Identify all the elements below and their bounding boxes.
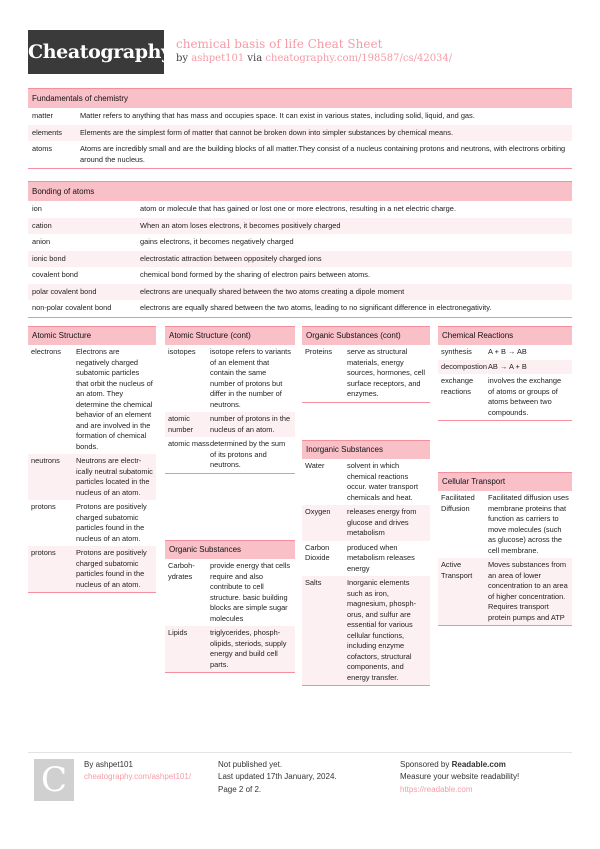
row-key: Facilitated Diffusion [441, 493, 475, 513]
row-key: ion [32, 204, 42, 213]
box-bottom-rule [28, 317, 572, 318]
row-value: Electrons are negatively charged subatomic particles that orbit the nucleus of an atom. They determine the chemical behavior of an element and are involved in the formation of chemical bonds. [76, 347, 153, 451]
row-key: atomic number [168, 414, 194, 434]
page-header [28, 30, 572, 76]
sponsor-url[interactable]: https://readable.com [400, 784, 473, 794]
bonding-title: Bonding of atoms [28, 181, 572, 201]
table-row [302, 345, 430, 402]
footer-sponsor [400, 759, 519, 796]
organic-substances-box [165, 540, 295, 673]
row-value: Elements are the simplest form of matter that cannot be broken down into simpler substances by chemical means. [80, 127, 453, 137]
row-key: Carbohydrates [168, 561, 195, 581]
row-value: electrons are unequally shared between the two atoms creating a dipole moment [140, 286, 405, 296]
atomic-structure-cont-box [165, 326, 295, 474]
table-row [28, 300, 572, 317]
row-value: Matter refers to anything that has mass and occupies space. It can exist in various states, including solid, liquid, and gas. [80, 111, 475, 120]
row-value: electrostatic attraction between oppositely charged ions [140, 253, 322, 263]
row-value: Inorganic elements such as iron, magnesium, phosphorus, and sulfur are essential for various cellular functions, including enzyme cofactors, structural components, and energy transfer. [347, 578, 417, 682]
row-value: isotope refers to variants of an element that contain the same number of protons but differ in the number of neutrons. [210, 347, 291, 409]
inorganic-substances-title: Inorganic Substances [302, 440, 430, 459]
row-value: Neutrons are electrically neutral subatomic particles located in the nucleus of an atom. [76, 456, 153, 497]
table-row [28, 284, 572, 301]
row-key: polar covalent bond [32, 286, 97, 296]
chemical-reactions-title: Chemical Reactions [438, 326, 572, 345]
byline [176, 52, 452, 66]
table-row [438, 360, 572, 375]
table-row [28, 234, 572, 251]
row-value: electrons are equally shared between the two atoms, leading to no significant difference in electronegativity. [140, 303, 492, 313]
row-key: protons [31, 548, 56, 558]
sponsor-name[interactable]: Readable.com [451, 760, 506, 769]
sponsor-tagline: Measure your website readability! [400, 772, 520, 782]
table-row [302, 459, 430, 505]
box-bottom-rule [438, 625, 572, 626]
table-row [28, 141, 572, 168]
row-key: anion [32, 237, 51, 247]
row-key: ionic bond [32, 253, 66, 263]
published-status: Not published yet. [218, 760, 283, 769]
organic-substances-cont-title: Organic Substances (cont) [302, 326, 430, 345]
table-row [438, 491, 572, 558]
atomic-structure-title: Atomic Structure [28, 326, 156, 345]
box-bottom-rule [302, 402, 430, 403]
table-row [165, 437, 295, 473]
row-value: number of protons in the nucleus of an atom. [210, 414, 291, 434]
row-value: chemical bond formed by the sharing of electron pairs between atoms. [140, 270, 371, 280]
footer-author-name[interactable]: ashpet101 [95, 760, 133, 769]
row-key: isotopes [168, 347, 196, 356]
table-row [28, 546, 156, 592]
table-row [165, 626, 295, 672]
row-key: atomic mass [168, 439, 210, 449]
row-key: Active Transport [441, 560, 473, 580]
table-row [302, 505, 430, 541]
table-row [302, 576, 430, 685]
box-bottom-rule [165, 672, 295, 673]
row-key: Lipids [168, 628, 188, 638]
page-number: Page 2 of 2. [218, 784, 262, 794]
atomic-structure-cont-title: Atomic Structure (cont) [165, 326, 295, 345]
cellular-transport-title: Cellular Transport [438, 472, 572, 491]
table-row [165, 345, 295, 412]
row-value: Moves substances from an area of lower concentration to an area of higher concentration. Requires transport protein pumps and ATP [488, 560, 568, 622]
row-value: Facilitated diffusion uses membrane proteins that function as carriers to move molecules (such as glucose) across the cell membrane. [488, 493, 569, 555]
row-key: neutrons [31, 456, 60, 466]
row-key: synthesis [441, 347, 472, 356]
sheet-url-link[interactable]: cheatography.com/198587/cs/42034/ [265, 53, 453, 64]
table-row [28, 218, 572, 235]
table-row [165, 559, 295, 626]
author-link[interactable]: ashpet101 [191, 53, 245, 64]
row-key: Water [305, 461, 325, 470]
row-value: produced when metabolism releases energy [347, 542, 415, 573]
byline-via: via [247, 53, 263, 64]
box-bottom-rule [438, 420, 572, 421]
bonding-box [28, 181, 572, 318]
row-key: exchange reactions [441, 376, 474, 396]
box-bottom-rule [28, 168, 572, 169]
table-row [28, 125, 572, 142]
cellular-transport-box [438, 472, 572, 626]
row-key: Carbon Dioxide [305, 542, 330, 563]
row-value: When an atom loses electrons, it becomes positively charged [140, 220, 341, 230]
row-value: AB → A + B [488, 361, 527, 371]
row-key: atoms [32, 144, 53, 154]
atomic-structure-box [28, 326, 156, 593]
row-value: gains electrons, it becomes negatively charged [140, 237, 294, 247]
byline-by: by [176, 53, 189, 64]
row-value: atom or molecule that has gained or lost one or more electrons, resulting in a net electric charge. [140, 204, 456, 213]
sponsor-prefix: Sponsored by [400, 760, 450, 769]
table-row [438, 558, 572, 625]
organic-substances-cont-box [302, 326, 430, 403]
row-value: Protons are positively charged subatomic particles found in the nucleus of an atom. [76, 502, 147, 543]
row-value: involves the exchange of atoms or groups of atoms between two compounds. [488, 376, 562, 417]
box-bottom-rule [28, 592, 156, 593]
row-value: provide energy that cells require and also contribute to cell structure. basic building blocks are simple sugar molecules [210, 561, 291, 623]
chemical-reactions-box [438, 326, 572, 421]
footer-author-url[interactable]: cheatography.com/ashpet101/ [84, 772, 192, 782]
inorganic-substances-box [302, 440, 430, 686]
table-row [438, 374, 572, 420]
row-value: releases energy from glucose and drives metabolism [347, 507, 417, 538]
box-bottom-rule [302, 685, 430, 686]
row-key: electrons [31, 347, 61, 356]
table-row [28, 500, 156, 546]
footer-publish-info [218, 759, 337, 796]
table-row [28, 345, 156, 454]
footer-by: By [84, 760, 94, 769]
fundamentals-title: Fundamentals of chemistry [28, 88, 572, 108]
table-row [28, 454, 156, 500]
row-key: covalent bond [32, 270, 79, 280]
row-value: solvent in which chemical reactions occur. water transport chemicals and heat. [347, 461, 419, 502]
row-key: decompostion [441, 361, 488, 371]
fundamentals-box [28, 88, 572, 169]
sheet-title[interactable]: chemical basis of life Cheat Sheet [176, 37, 383, 51]
cheatography-c-logo[interactable]: C [34, 759, 74, 801]
table-row [28, 201, 572, 218]
row-value: serve as structural materials, energy sources, hormones, cell surface receptors, and enzymes. [347, 347, 426, 399]
organic-substances-title: Organic Substances [165, 540, 295, 559]
row-key: elements [32, 127, 62, 137]
box-bottom-rule [165, 473, 295, 474]
row-key: cation [32, 220, 52, 230]
row-value: Protons are positively charged subatomic particles found in the nucleus of an atom. [76, 548, 147, 589]
row-value: Atoms are incredibly small and are the building blocks of all matter.They consist of a nucleus containing protons and neutrons, with electrons orbiting around the nucleus. [80, 144, 566, 164]
table-row [165, 412, 295, 437]
table-row [438, 345, 572, 360]
row-key: matter [32, 111, 53, 120]
row-key: Salts [305, 578, 322, 588]
row-key: Oxygen [305, 507, 331, 517]
last-updated: Last updated 17th January, 2024. [218, 772, 337, 782]
cheatography-logo[interactable]: Cheatography [28, 30, 164, 74]
row-value: determined by the sum of its protons and neutrons. [210, 439, 286, 470]
page-footer [28, 752, 572, 812]
table-row [28, 251, 572, 268]
row-key: Proteins [305, 347, 333, 356]
row-value: triglycerides, phospholipids, steriods, supply energy and build cell parts. [210, 628, 287, 669]
row-key: protons [31, 502, 56, 512]
row-value: A + B → AB [488, 347, 527, 356]
footer-author [84, 759, 191, 784]
table-row [28, 108, 572, 125]
row-key: non-polar covalent bond [32, 303, 112, 313]
table-row [302, 541, 430, 577]
table-row [28, 267, 572, 284]
